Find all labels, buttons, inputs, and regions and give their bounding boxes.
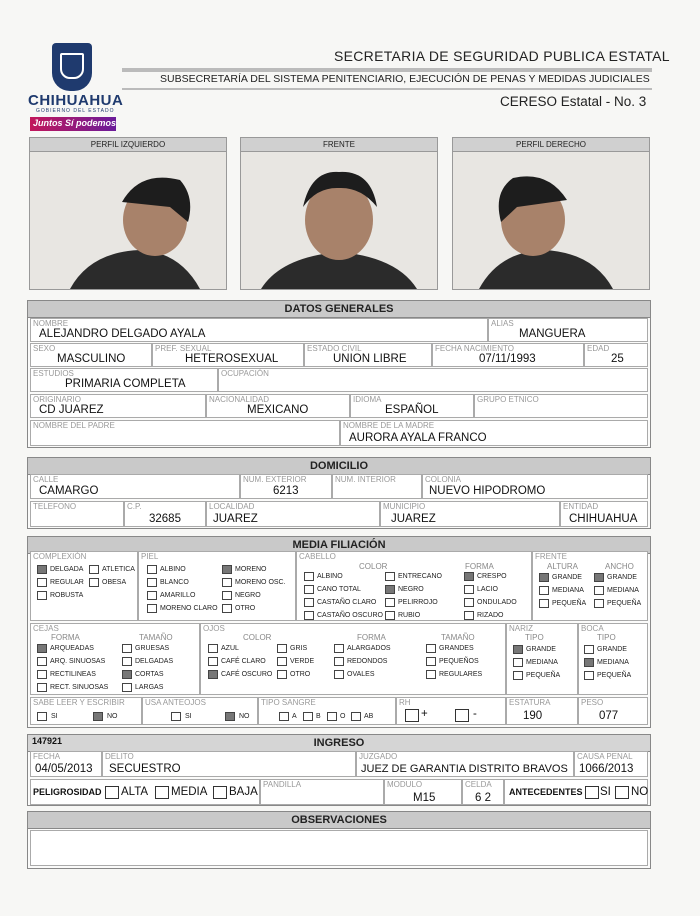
ingreso-id: 147921 [32, 736, 63, 746]
cabello-option-checkbox[interactable] [464, 572, 474, 581]
frente-option-checkbox[interactable] [594, 573, 604, 582]
cp-field: C.P. 32685 [124, 501, 206, 527]
ojos-option-checkbox[interactable] [208, 670, 218, 679]
section-title: OBSERVACIONES [28, 812, 650, 829]
cabello-option-label: ALBINO [317, 573, 343, 580]
piel-option-label: MORENO OSC. [235, 579, 286, 586]
cabello-option-label: ENTRECANO [398, 573, 442, 580]
boca-group: BOCA TIPO [578, 623, 648, 695]
ojos-option-checkbox[interactable] [426, 657, 436, 666]
ojos-option-label: CAFÉ OSCURO [221, 671, 273, 678]
cejas-option-checkbox[interactable] [122, 670, 132, 679]
boca-option-checkbox[interactable] [584, 671, 594, 680]
cabello-option-label: ONDULADO [477, 599, 517, 606]
edad-field: EDAD 25 [584, 343, 648, 367]
anteojos-no-checkbox[interactable] [225, 712, 235, 721]
cabello-option-label: CASTAÑO OSCURO [317, 612, 383, 619]
sangre-b-checkbox[interactable] [303, 712, 313, 721]
cejas-option-checkbox[interactable] [122, 657, 132, 666]
ojos-option-label: CAFÉ CLARO [221, 658, 266, 665]
photo-left-profile [29, 137, 227, 290]
ocupacion-field: OCUPACIÓN [218, 368, 648, 392]
delito-field: DELITO SECUESTRO [102, 751, 356, 777]
state-shield-logo [52, 43, 92, 91]
cabello-option-label: PELIRROJO [398, 599, 438, 606]
cejas-option-label: DELGADAS [135, 658, 174, 665]
nariz-group: NARIZ TIPO [506, 623, 578, 695]
cabello-option-label: NEGRO [398, 586, 424, 593]
ojos-option-checkbox[interactable] [277, 670, 287, 679]
cejas-option-checkbox[interactable] [122, 644, 132, 653]
photo-caption: PERFIL IZQUIERDO [30, 138, 226, 152]
section-title: DATOS GENERALES [28, 301, 650, 318]
cabello-option-checkbox[interactable] [464, 611, 474, 620]
domicilio-section [27, 457, 651, 529]
estado-civil-field: ESTADO CIVIL UNION LIBRE [304, 343, 432, 367]
piel-option-checkbox[interactable] [147, 578, 157, 587]
sangre-ab-checkbox[interactable] [351, 712, 361, 721]
profile-left-silhouette [30, 152, 226, 289]
cabello-option-label: CASTAÑO CLARO [317, 599, 377, 606]
complexion-option-checkbox[interactable] [89, 578, 99, 587]
section-title: DOMICILIO [28, 458, 650, 475]
frente-group: FRENTE ALTURA ANCHO [532, 551, 648, 621]
complexion-option-checkbox[interactable] [89, 565, 99, 574]
colonia-field: COLONIA NUEVO HIPODROMO [422, 474, 648, 499]
cabello-option-checkbox[interactable] [464, 585, 474, 594]
modulo-field: MODULO M15 [384, 779, 462, 805]
ojos-option-label: OTRO [290, 671, 311, 678]
cabello-group: CABELLO COLOR FORMA [296, 551, 532, 621]
antecedentes-si-checkbox[interactable] [585, 786, 599, 799]
cabello-option-checkbox[interactable] [385, 611, 395, 620]
cejas-option-checkbox[interactable] [37, 644, 47, 653]
piel-option-label: MORENO [235, 566, 267, 573]
grupo-etnico-field: GRUPO ETNICO [474, 394, 648, 418]
cabello-option-checkbox[interactable] [304, 611, 314, 620]
piel-option-checkbox[interactable] [147, 604, 157, 613]
entidad-field: ENTIDAD CHIHUAHUA [560, 501, 648, 527]
cejas-option-checkbox[interactable] [122, 683, 132, 692]
tipo-sangre-field: TIPO SANGRE A B O AB [258, 697, 396, 725]
estudios-field: ESTUDIOS PRIMARIA COMPLETA [30, 368, 218, 392]
frente-option-label: PEQUEÑA [607, 600, 642, 607]
padre-field: NOMBRE DEL PADRE [30, 420, 340, 446]
section-title: INGRESO [28, 735, 650, 752]
ojos-option-label: VERDE [290, 658, 315, 665]
idioma-field: IDIOMA ESPAÑOL [350, 394, 474, 418]
fecha-ingreso-field: FECHA 04/05/2013 [30, 751, 102, 777]
datos-generales-section [27, 300, 651, 448]
photo-front [240, 137, 438, 290]
boca-option-checkbox[interactable] [584, 658, 594, 667]
ojos-option-checkbox[interactable] [208, 644, 218, 653]
leer-no-checkbox[interactable] [93, 712, 103, 721]
sabe-leer-field: SABE LEER Y ESCRIBIR SI NO [30, 697, 142, 725]
peligrosidad-alta-checkbox[interactable] [105, 786, 119, 799]
originario-field: ORIGINARIO CD JUAREZ [30, 394, 206, 418]
nacionalidad-field: NACIONALIDAD MEXICANO [206, 394, 350, 418]
nariz-option-checkbox[interactable] [513, 671, 523, 680]
localidad-field: LOCALIDAD JUAREZ [206, 501, 380, 527]
ojos-option-checkbox[interactable] [334, 670, 344, 679]
front-silhouette [241, 152, 437, 289]
ingreso-section [27, 734, 651, 806]
frente-option-checkbox[interactable] [539, 586, 549, 595]
piel-option-label: MORENO CLARO [160, 605, 218, 612]
ojos-option-label: GRANDES [439, 645, 474, 652]
fecha-nacimiento-field: FECHA NACIMIENTO 07/11/1993 [432, 343, 584, 367]
frente-option-label: MEDIANA [552, 587, 584, 594]
ojos-option-checkbox[interactable] [334, 644, 344, 653]
cejas-option-label: RECT. SINUOSAS [50, 684, 109, 691]
observaciones-section [27, 811, 651, 869]
cabello-option-checkbox[interactable] [464, 598, 474, 607]
boca-option-checkbox[interactable] [584, 645, 594, 654]
ojos-option-checkbox[interactable] [426, 644, 436, 653]
piel-group: PIEL [138, 551, 296, 621]
ojos-option-checkbox[interactable] [426, 670, 436, 679]
logo-name: CHIHUAHUA [28, 92, 124, 109]
peligrosidad-baja-checkbox[interactable] [213, 786, 227, 799]
media-filiacion-section [27, 536, 651, 728]
sangre-o-checkbox[interactable] [327, 712, 337, 721]
frente-option-checkbox[interactable] [594, 586, 604, 595]
rh-plus-checkbox[interactable] [405, 709, 419, 722]
ojos-option-label: REGULARES [439, 671, 483, 678]
piel-option-checkbox[interactable] [222, 578, 232, 587]
ojos-option-label: REDONDOS [347, 658, 388, 665]
cejas-option-checkbox[interactable] [37, 670, 47, 679]
header-subtitle: SUBSECRETARÍA DEL SISTEMA PENITENCIARIO, EJECUCIÓN DE PENAS Y MEDIDAS JUDICIALES [160, 73, 650, 85]
ojos-option-label: ALARGADOS [347, 645, 391, 652]
peligrosidad-media-checkbox[interactable] [155, 786, 169, 799]
piel-option-checkbox[interactable] [222, 565, 232, 574]
piel-option-checkbox[interactable] [222, 591, 232, 600]
complexion-option-label: DELGADA [50, 566, 84, 573]
frente-option-label: MEDIANA [607, 587, 639, 594]
cejas-option-label: GRUESAS [135, 645, 170, 652]
frente-option-label: PEQUEÑA [552, 600, 587, 607]
complexion-option-checkbox[interactable] [37, 565, 47, 574]
section-title: MEDIA FILIACIÓN [28, 537, 650, 554]
ojos-option-checkbox[interactable] [277, 657, 287, 666]
nariz-option-checkbox[interactable] [513, 658, 523, 667]
cabello-option-checkbox[interactable] [385, 585, 395, 594]
cejas-option-label: LARGAS [135, 684, 164, 691]
pandilla-field: PANDILLA [260, 779, 384, 805]
complexion-option-checkbox[interactable] [37, 578, 47, 587]
pref-sexual-field: PREF. SEXUAL HETEROSEXUAL [152, 343, 304, 367]
piel-option-label: AMARILLO [160, 592, 196, 599]
frente-option-checkbox[interactable] [594, 599, 604, 608]
frente-option-label: GRANDE [607, 574, 637, 581]
rh-field: RH + - [396, 697, 506, 725]
frente-option-checkbox[interactable] [539, 573, 549, 582]
piel-option-checkbox[interactable] [147, 565, 157, 574]
cejas-option-checkbox[interactable] [37, 683, 47, 692]
ojos-option-label: PEQUEÑOS [439, 658, 479, 665]
boca-option-label: GRANDE [597, 646, 627, 653]
causa-penal-field: CAUSA PENAL 1066/2013 [574, 751, 648, 777]
cabello-option-checkbox[interactable] [385, 598, 395, 607]
cabello-option-label: CANO TOTAL [317, 586, 361, 593]
sangre-a-checkbox[interactable] [279, 712, 289, 721]
juzgado-field: JUZGADO JUEZ DE GARANTIA DISTRITO BRAVOS [356, 751, 574, 777]
header-rule [122, 68, 652, 72]
calle-field: CALLE CAMARGO [30, 474, 240, 499]
ojos-option-label: OVALES [347, 671, 375, 678]
usa-anteojos-field: USA ANTEOJOS SI NO [142, 697, 258, 725]
header-rule-2 [122, 88, 652, 90]
alias-field: ALIAS MANGUERA [488, 318, 648, 342]
nariz-option-label: PEQUEÑA [526, 672, 561, 679]
piel-option-label: ALBINO [160, 566, 186, 573]
celda-field: CELDA 6 2 [462, 779, 504, 805]
cejas-option-label: CORTAS [135, 671, 164, 678]
ojos-option-label: GRIS [290, 645, 308, 652]
piel-option-checkbox[interactable] [147, 591, 157, 600]
cejas-option-checkbox[interactable] [37, 657, 47, 666]
estatura-field: ESTATURA 190 [506, 697, 578, 725]
madre-field: NOMBRE DE LA MADRE AURORA AYALA FRANCO [340, 420, 648, 446]
num-interior-field: NUM. INTERIOR [332, 474, 422, 499]
cabello-option-checkbox[interactable] [304, 598, 314, 607]
cabello-option-label: LACIO [477, 586, 499, 593]
observaciones-field[interactable] [30, 830, 648, 866]
boca-option-label: MEDIANA [597, 659, 629, 666]
header-title: SECRETARIA DE SEGURIDAD PUBLICA ESTATAL [334, 48, 670, 64]
ojos-option-checkbox[interactable] [277, 644, 287, 653]
cabello-option-checkbox[interactable] [385, 572, 395, 581]
cabello-option-checkbox[interactable] [304, 585, 314, 594]
piel-option-label: BLANCO [160, 579, 189, 586]
frente-option-checkbox[interactable] [539, 599, 549, 608]
antecedentes-no-checkbox[interactable] [615, 786, 629, 799]
nariz-option-label: MEDIANA [526, 659, 558, 666]
cejas-option-label: ARQ. SINUOSAS [50, 658, 106, 665]
complexion-option-label: ROBUSTA [50, 592, 84, 599]
piel-option-label: NEGRO [235, 592, 261, 599]
boca-option-label: PEQUEÑA [597, 672, 632, 679]
cabello-option-label: RUBIO [398, 612, 421, 619]
profile-right-silhouette [453, 152, 649, 289]
complexion-option-label: REGULAR [50, 579, 84, 586]
ojos-option-checkbox[interactable] [334, 657, 344, 666]
photo-caption: FRENTE [241, 138, 437, 152]
peligrosidad-field: PELIGROSIDAD ALTA MEDIA BAJA [30, 779, 260, 805]
logo-slogan: Juntos Sí podemos [30, 117, 116, 131]
ojos-group: OJOS COLOR FORMA TAMAÑO [200, 623, 506, 695]
header-center: CERESO Estatal - No. 3 [500, 94, 647, 109]
municipio-field: MUNICIPIO JUAREZ [380, 501, 560, 527]
anteojos-si-checkbox[interactable] [171, 712, 181, 721]
sexo-field: SEXO MASCULINO [30, 343, 152, 367]
cabello-option-checkbox[interactable] [304, 572, 314, 581]
cabello-option-label: RIZADO [477, 612, 504, 619]
complexion-group: COMPLEXIÓN [30, 551, 138, 621]
photo-right-profile [452, 137, 650, 290]
cejas-group: CEJAS FORMA TAMAÑO [30, 623, 200, 695]
ojos-option-checkbox[interactable] [208, 657, 218, 666]
piel-option-checkbox[interactable] [222, 604, 232, 613]
cabello-option-label: CRESPO [477, 573, 507, 580]
piel-option-label: OTRO [235, 605, 256, 612]
leer-si-checkbox[interactable] [37, 712, 47, 721]
cejas-option-label: ARQUEADAS [50, 645, 94, 652]
nariz-option-label: GRANDE [526, 646, 556, 653]
antecedentes-field: ANTECEDENTES SI NO [504, 779, 648, 805]
telefono-field: TELEFONO [30, 501, 124, 527]
logo-sub: GOBIERNO DEL ESTADO [36, 108, 115, 114]
nombre-field: NOMBRE ALEJANDRO DELGADO AYALA [30, 318, 488, 342]
peso-field: PESO 077 [578, 697, 648, 725]
complexion-option-label: OBESA [102, 579, 127, 586]
complexion-option-checkbox[interactable] [37, 591, 47, 600]
complexion-option-label: ATLETICA [102, 566, 135, 573]
cejas-option-label: RECTILINEAS [50, 671, 96, 678]
nariz-option-checkbox[interactable] [513, 645, 523, 654]
rh-minus-checkbox[interactable] [455, 709, 469, 722]
photo-caption: PERFIL DERECHO [453, 138, 649, 152]
frente-option-label: GRANDE [552, 574, 582, 581]
num-exterior-field: NUM. EXTERIOR 6213 [240, 474, 332, 499]
ojos-option-label: AZUL [221, 645, 239, 652]
